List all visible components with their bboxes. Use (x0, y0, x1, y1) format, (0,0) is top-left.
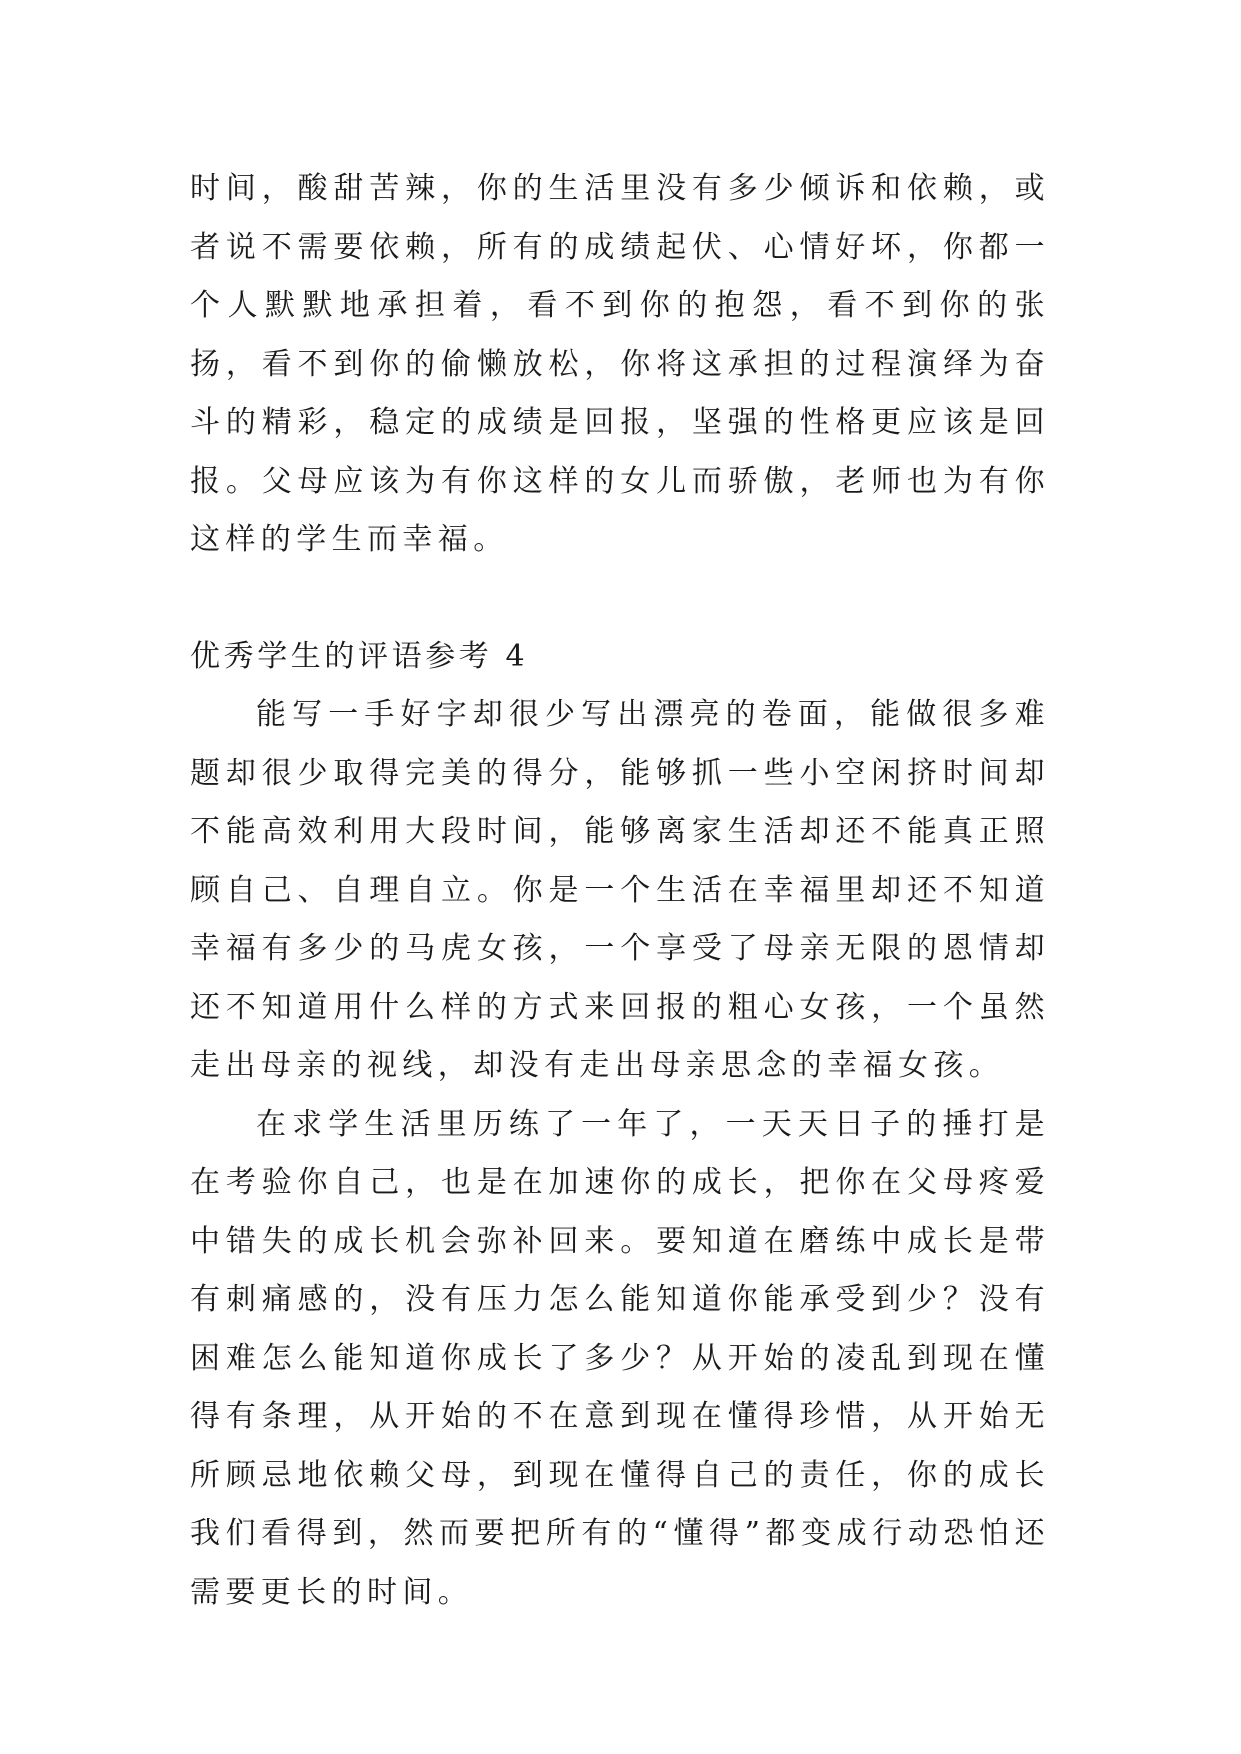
paragraph-2: 能写一手好字却很少写出漂亮的卷面，能做很多难题却很少取得完美的得分，能够抓一些小空闲挤时间却不能高效利用大段时间，能够离家生活却还不能真正照顾自己、自理自立。你是一个生活在幸福里却还不知道幸福有多少的马虎女孩，一个享受了母亲无限的恩情却还不知道用什么样的方式来回报的粗心女孩，一个虽然走出母亲的视线，却没有走出母亲思念的幸福女孩。 (190, 697, 1050, 1083)
section-heading: 优秀学生的评语参考 4 (190, 638, 529, 674)
paragraph-1: 时间，酸甜苦辣，你的生活里没有多少倾诉和依赖，或者说不需要依赖，所有的成绩起伏、心情好坏，你都一个人默默地承担着，看不到你的抱怨，看不到你的张扬，看不到你的偷懒放松，你将这承担的过程演绎为奋斗的精彩，稳定的成绩是回报，坚强的性格更应该是回报。父母应该为有你这样的女儿而骄傲，老师也为有你这样的学生而幸福。 (190, 171, 1050, 557)
section-spacer (190, 570, 1050, 628)
paragraph-3: 在求学生活里历练了一年了，一天天日子的捶打是在考验你自己，也是在加速你的成长，把你在父母疼爱中错失的成长机会弥补回来。要知道在磨练中成长是带有刺痛感的，没有压力怎么能知道你能承受到少？没有困难怎么能知道你成长了多少？从开始的凌乱到现在懂得有条理，从开始的不在意到现在懂得珍惜，从开始无所顾忌地依赖父母，到现在懂得自己的责任，你的成长我们看得到，然而要把所有的“懂得”都变成行动恐怕还需要更长的时间。 (190, 1106, 1050, 1610)
document-body (190, 160, 1050, 1622)
